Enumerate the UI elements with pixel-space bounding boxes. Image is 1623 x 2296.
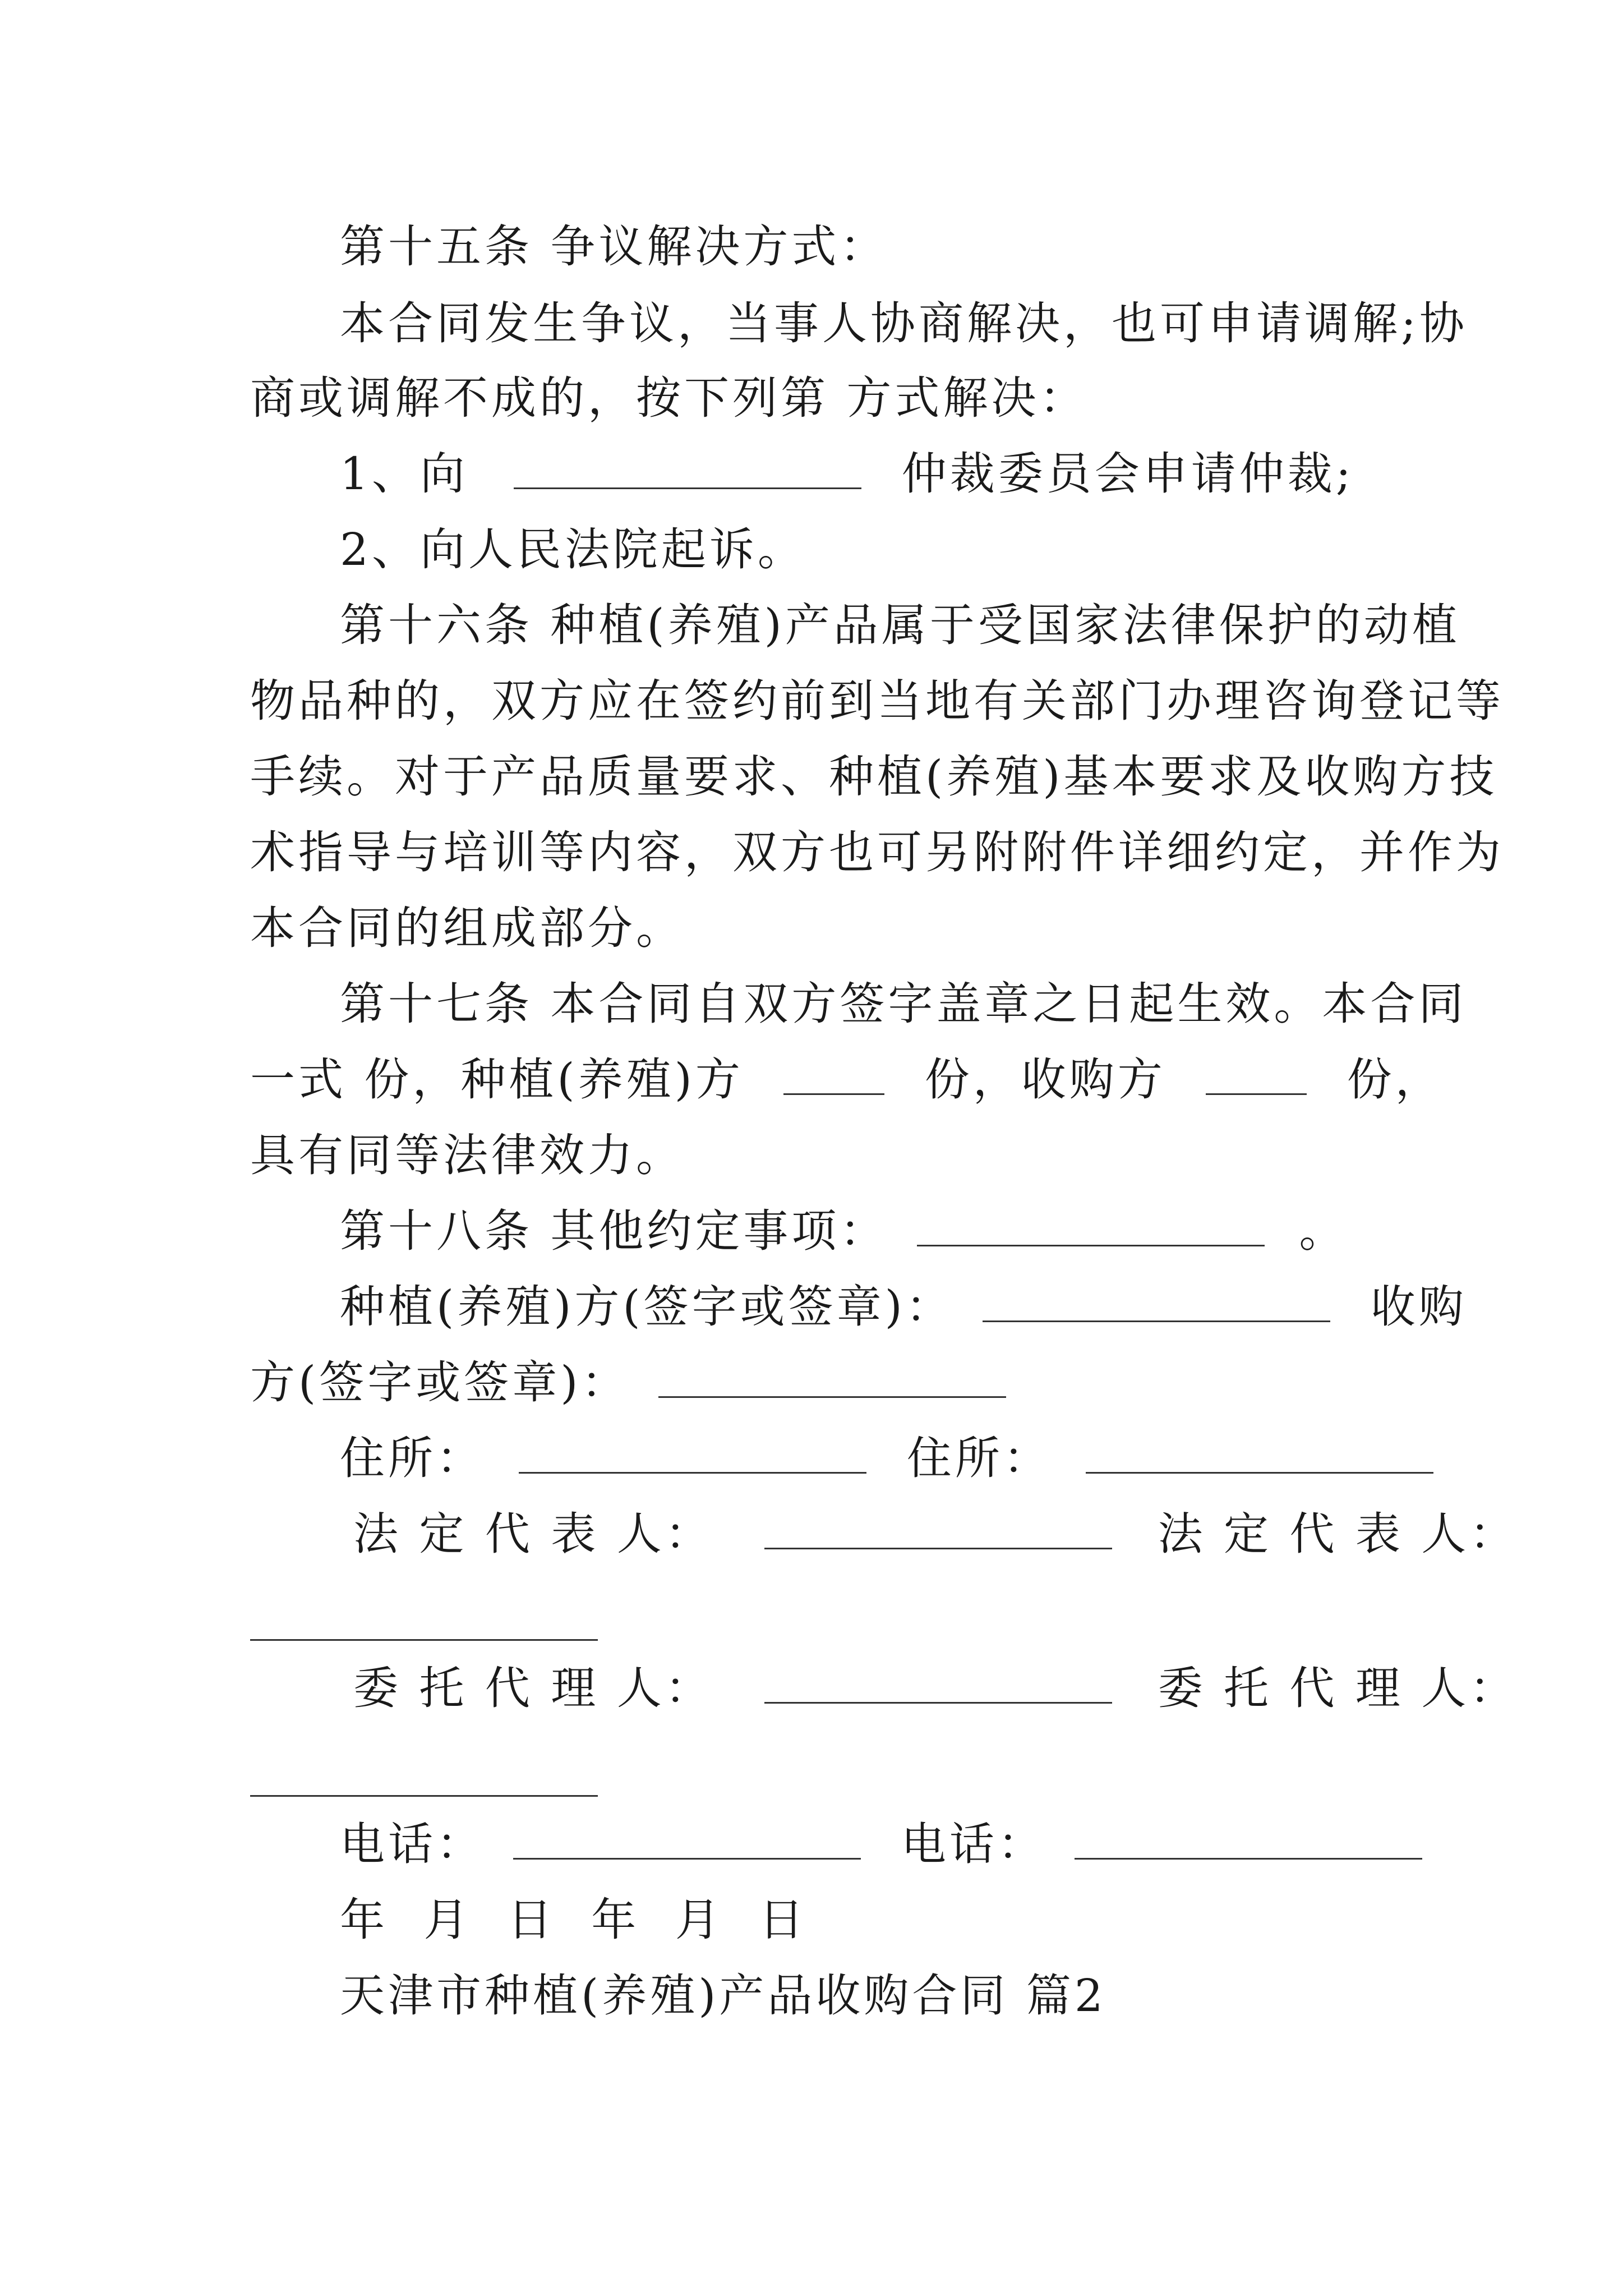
article-17-text: 第十七条 本合同自双方签字盖章之日起生效。本合同 bbox=[340, 978, 1467, 1030]
article-16-text-4: 术指导与培训等内容，双方也可另附附件详细约定，并作为 bbox=[250, 826, 1504, 878]
address-row bbox=[340, 1430, 1394, 1487]
representative-row bbox=[353, 1506, 1518, 1562]
planter-address-label: 住所： bbox=[340, 1432, 485, 1484]
planter-copies-blank bbox=[783, 1053, 884, 1095]
buyer-phone-label: 电话： bbox=[901, 1818, 1046, 1870]
article-18 bbox=[340, 1203, 1394, 1259]
buyer-phone-blank bbox=[1075, 1818, 1422, 1860]
signature-planter bbox=[340, 1279, 1467, 1335]
buyer-rep-label: 法 定 代 表 人： bbox=[1158, 1508, 1518, 1560]
planter-phone-blank bbox=[513, 1818, 861, 1860]
copies-label: 一式 份，种植(养殖)方 bbox=[250, 1053, 744, 1106]
article-15-heading: 第十五条 争议解决方式： bbox=[340, 220, 888, 273]
planter-address-blank bbox=[519, 1432, 866, 1474]
buyer-agent-blank bbox=[250, 1795, 598, 1797]
copies-suffix: 份， bbox=[1347, 1053, 1444, 1106]
signature-buyer bbox=[250, 1355, 1394, 1411]
buyer-copies-label: 份，收购方 bbox=[924, 1053, 1166, 1106]
phone-row bbox=[340, 1816, 1394, 1872]
buyer-rep-blank bbox=[250, 1639, 598, 1641]
buyer-sign-label: 方(签字或签章)： bbox=[250, 1356, 630, 1409]
article-16-text: 第十六条 种植(养殖)产品属于受国家法律保护的动植 bbox=[340, 599, 1460, 651]
article-16-text-2: 物品种的，双方应在签约前到当地有关部门办理咨询登记等 bbox=[250, 675, 1504, 727]
agent-row bbox=[353, 1660, 1518, 1717]
buyer-agent-label: 委 托 代 理 人： bbox=[1158, 1662, 1518, 1714]
article-16-text-5: 本合同的组成部分。 bbox=[250, 902, 684, 954]
date-row: 年 月 日 年 月 日 bbox=[340, 1894, 817, 1946]
buyer-sign-label-start: 收购 bbox=[1370, 1281, 1467, 1333]
option-2: 2、向人民法院起诉。 bbox=[340, 523, 806, 576]
planter-sign-label: 种植(养殖)方(签字或签章)： bbox=[340, 1281, 954, 1333]
planter-agent-label: 委 托 代 理 人： bbox=[353, 1662, 713, 1714]
other-terms-blank bbox=[917, 1204, 1265, 1246]
planter-rep-blank bbox=[764, 1507, 1112, 1549]
buyer-address-label: 住所： bbox=[906, 1432, 1052, 1484]
buyer-sign-blank bbox=[658, 1356, 1006, 1398]
option-1-prefix: 1、向 bbox=[340, 448, 468, 500]
article-15-text-cont: 商或调解不成的，按下列第 方式解决： bbox=[250, 372, 1088, 424]
planter-agent-blank bbox=[764, 1662, 1112, 1704]
planter-rep-label: 法 定 代 表 人： bbox=[353, 1508, 713, 1560]
option-1 bbox=[340, 446, 1394, 502]
arbitration-committee-blank bbox=[514, 447, 861, 489]
article-18-end: 。 bbox=[1299, 1205, 1348, 1257]
article-17-copies bbox=[250, 1052, 1444, 1108]
buyer-copies-blank bbox=[1206, 1053, 1307, 1095]
article-15-text: 本合同发生争议，当事人协商解决，也可申请调解;协 bbox=[340, 297, 1468, 349]
planter-phone-label: 电话： bbox=[340, 1818, 485, 1870]
buyer-address-blank bbox=[1086, 1432, 1433, 1474]
planter-sign-blank bbox=[983, 1280, 1330, 1322]
article-18-label: 第十八条 其他约定事项： bbox=[340, 1205, 888, 1257]
article-17-text-3: 具有同等法律效力。 bbox=[250, 1129, 684, 1181]
option-1-suffix: 仲裁委员会申请仲裁; bbox=[901, 448, 1354, 500]
next-contract-title: 天津市种植(养殖)产品收购合同 篇2 bbox=[340, 1970, 1106, 2022]
article-16-text-3: 手续。对于产品质量要求、种植(养殖)基本要求及收购方技 bbox=[250, 751, 1498, 803]
